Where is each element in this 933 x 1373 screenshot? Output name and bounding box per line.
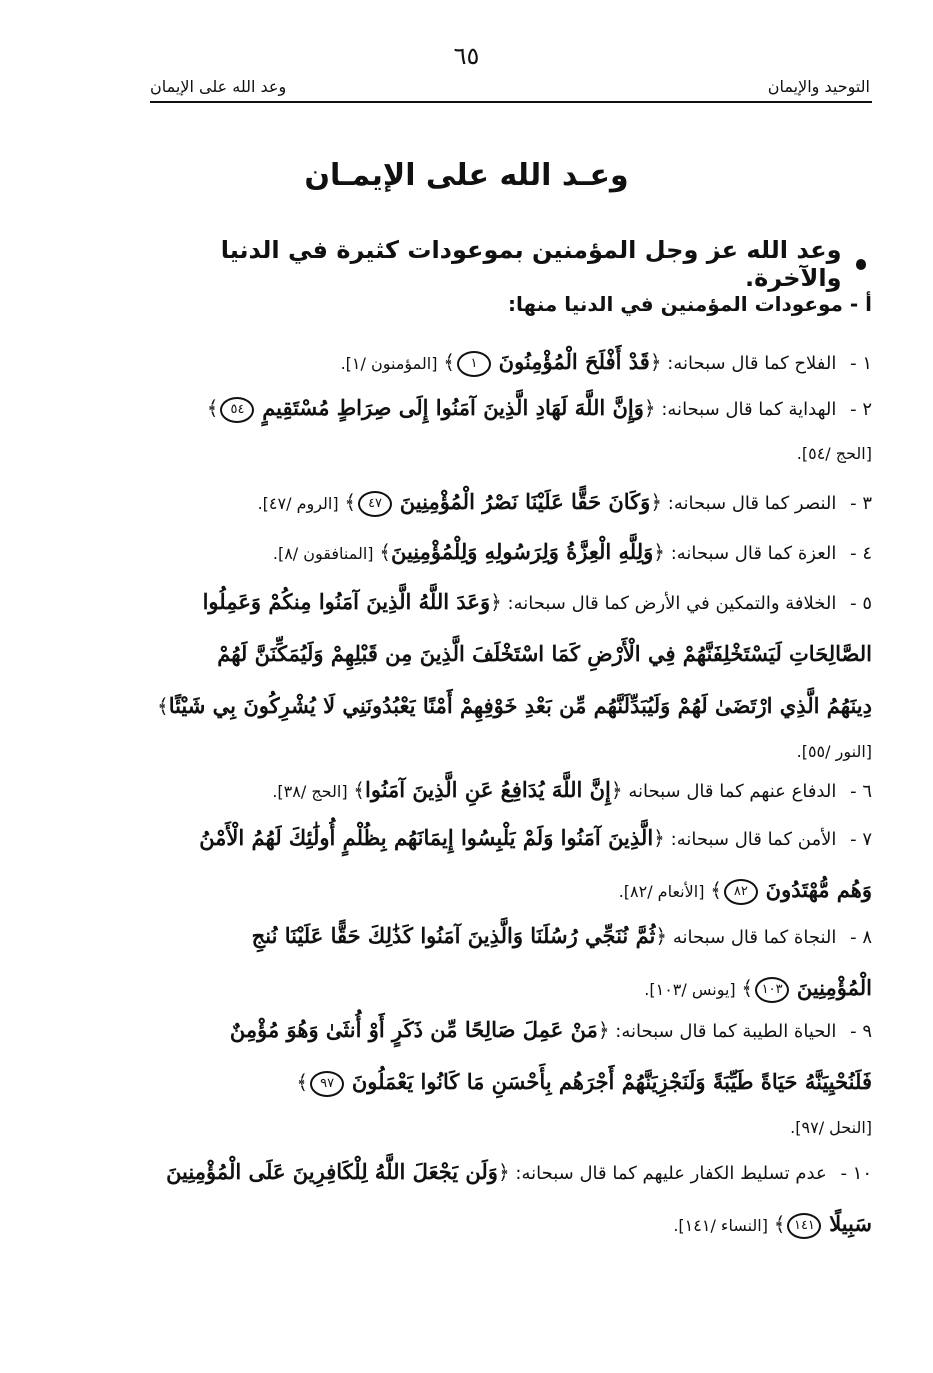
bullet-icon <box>856 259 866 270</box>
item-number: ١٠ - <box>840 1163 872 1184</box>
verse-citation: [الروم /٤٧]. <box>257 494 339 513</box>
verse-citation: [يونس /١٠٣]. <box>644 980 736 999</box>
running-head-chapter-title: وعد الله على الإيمان <box>150 76 287 96</box>
verse-open-bracket: ﴿ <box>655 924 668 948</box>
item-label: النجاة كما قال سبحانه <box>672 927 837 948</box>
ayah-number-marker: ٩٧ <box>310 1071 344 1097</box>
item-label: الهداية كما قال سبحانه: <box>661 399 837 420</box>
chapter-title: وعـد الله على الإيمـان <box>304 158 629 193</box>
verse-open-bracket: ﴿ <box>649 350 662 374</box>
verse-close-bracket: ﴾ <box>344 490 357 514</box>
list-item <box>150 382 872 474</box>
verse-open-bracket: ﴿ <box>653 826 665 850</box>
verse-close-bracket: ﴾ <box>443 350 455 374</box>
quran-verse-continued: سَبِيلًا <box>829 1211 872 1236</box>
verse-close-bracket: ﴾ <box>710 878 722 902</box>
quran-verse: وَلِلَّهِ الْعِزَّةُ وَلِرَسُولِهِ وَلِلْمُؤْمِنِينَ <box>390 539 654 564</box>
verse-citation: [الحج /٣٨]. <box>272 782 348 801</box>
ayah-number-marker: ٨٢ <box>724 879 758 905</box>
item-label: الأمن كما قال سبحانه: <box>670 829 837 850</box>
item-number: ٤ - <box>850 543 872 564</box>
verse-close-bracket: ﴾ <box>773 1212 786 1236</box>
list-item <box>150 476 872 528</box>
verse-open-bracket: ﴿ <box>643 396 656 420</box>
item-number: ٢ - <box>850 399 872 420</box>
verse-open-bracket: ﴿ <box>653 540 665 564</box>
quran-verse: مَنْ عَمِلَ صَالِحًا مِّن ذَكَرٍ أَوْ أُنثَىٰ وَهُوَ مُؤْمِنٌ <box>229 1017 598 1042</box>
running-header <box>150 72 870 100</box>
list-item <box>150 1004 872 1148</box>
quran-verse-continued: دِينَهُمُ الَّذِي ارْتَضَىٰ لَهُمْ وَلَيُبَدِّلَنَّهُم مِّن بَعْدِ خَوْفِهِمْ أَمْنًا يَعْبُدُونَنِي لَا يُشْرِكُونَ بِي شَيْئًا <box>168 693 872 718</box>
list-item <box>150 526 872 578</box>
item-label: الفلاح كما قال سبحانه: <box>667 353 837 374</box>
verse-open-bracket: ﴿ <box>650 490 663 514</box>
quran-verse: وَلَن يَجْعَلَ اللَّهُ لِلْكَافِرِينَ عَلَى الْمُؤْمِنِينَ <box>166 1159 498 1184</box>
quran-verse: وَعَدَ اللَّهُ الَّذِينَ آمَنُوا مِنكُمْ وَعَمِلُوا <box>202 589 491 614</box>
list-item <box>150 1146 872 1250</box>
quran-verse: ثُمَّ نُنَجِّي رُسُلَنَا وَالَّذِينَ آمَنُوا كَذَٰلِكَ حَقًّا عَلَيْنَا نُنجِ <box>251 923 656 948</box>
verse-close-bracket: ﴾ <box>353 778 366 802</box>
item-number: ٨ - <box>850 927 872 948</box>
intro-text: وعد الله عز وجل المؤمنين بموعودات كثيرة في الدنيا والآخرة. <box>220 236 842 292</box>
quran-verse-continued: الصَّالِحَاتِ لَيَسْتَخْلِفَنَّهُمْ فِي الْأَرْضِ كَمَا اسْتَخْلَفَ الَّذِينَ مِن قَبْلِهِمْ وَلَيُمَكِّنَنَّ لَهُمْ <box>217 641 872 666</box>
item-number: ٣ - <box>850 493 872 514</box>
quran-verse-continued: وَهُم مُّهْتَدُونَ <box>765 877 872 902</box>
intro-bullet <box>150 236 872 292</box>
verse-citation: [النساء /١٤١]. <box>673 1216 768 1235</box>
list-item <box>150 812 872 916</box>
item-label: الخلافة والتمكين في الأرض كما قال سبحانه: <box>507 593 837 614</box>
item-number: ٦ - <box>850 781 872 802</box>
verse-open-bracket: ﴿ <box>497 1160 510 1184</box>
ayah-number-marker: ١٠٣ <box>755 977 789 1003</box>
item-number: ١ - <box>850 353 872 374</box>
verse-citation: [الحج /٥٤]. <box>796 444 872 463</box>
quran-verse: وَإِنَّ اللَّهَ لَهَادِ الَّذِينَ آمَنُوا إِلَى صِرَاطٍ مُسْتَقِيمٍ <box>262 395 644 420</box>
list-item <box>150 910 872 1014</box>
quran-verse-continued: الْمُؤْمِنِينَ <box>796 975 872 1000</box>
verse-close-bracket: ﴾ <box>296 1070 309 1094</box>
ayah-number-marker: ١ <box>457 351 491 377</box>
item-label: الدفاع عنهم كما قال سبحانه <box>628 781 837 802</box>
ayah-number-marker: ٥٤ <box>220 397 254 423</box>
item-label: الحياة الطيبة كما قال سبحانه: <box>615 1021 837 1042</box>
ayah-number-marker: ٤٧ <box>358 491 392 517</box>
verse-citation: [النور /٥٥]. <box>796 742 872 761</box>
verse-citation: [الأنعام /٨٢]. <box>618 882 705 901</box>
verse-citation: [النحل /٩٧]. <box>790 1118 872 1137</box>
item-label: عدم تسليط الكفار عليهم كما قال سبحانه: <box>515 1163 827 1184</box>
item-label: العزة كما قال سبحانه: <box>670 543 837 564</box>
item-number: ٧ - <box>850 829 872 850</box>
ayah-number-marker: ١٤١ <box>787 1213 821 1239</box>
quran-verse: إِنَّ اللَّهَ يُدَافِعُ عَنِ الَّذِينَ آمَنُوا <box>365 777 611 802</box>
verse-open-bracket: ﴿ <box>597 1018 610 1042</box>
list-item <box>150 764 872 816</box>
verse-citation: [المنافقون /٨]. <box>272 544 374 563</box>
item-label: النصر كما قال سبحانه: <box>667 493 837 514</box>
verse-close-bracket: ﴾ <box>206 396 219 420</box>
quran-verse: الَّذِينَ آمَنُوا وَلَمْ يَلْبِسُوا إِيمَانَهُم بِظُلْمٍ أُولَٰئِكَ لَهُمُ الْأَمْنُ <box>199 825 654 850</box>
item-number: ٥ - <box>850 593 872 614</box>
verse-open-bracket: ﴿ <box>490 590 502 614</box>
verse-close-bracket: ﴾ <box>741 976 754 1000</box>
list-item <box>150 336 872 388</box>
verse-close-bracket: ﴾ <box>379 540 391 564</box>
verse-open-bracket: ﴿ <box>610 778 623 802</box>
quran-verse-continued: فَلَنُحْيِيَنَّهُ حَيَاةً طَيِّبَةً وَلَنَجْزِيَنَّهُمْ أَجْرَهُم بِأَحْسَنِ مَا كَانُوا يَعْمَلُونَ <box>351 1069 872 1094</box>
verse-close-bracket: ﴾ <box>156 694 169 718</box>
quran-verse: قَدْ أَفْلَحَ الْمُؤْمِنُونَ <box>498 349 650 374</box>
header-rule <box>150 101 872 103</box>
verse-citation: [المؤمنون /١]. <box>340 354 438 373</box>
page-number: ٦٥ <box>453 42 480 70</box>
list-item <box>150 576 872 772</box>
quran-verse: وَكَانَ حَقًّا عَلَيْنَا نَصْرُ الْمُؤْمِنِينَ <box>399 489 651 514</box>
section-heading: أ - موعودات المؤمنين في الدنيا منها: <box>508 292 872 316</box>
running-head-book-title: التوحيد والإيمان <box>767 76 870 96</box>
item-number: ٩ - <box>850 1021 872 1042</box>
